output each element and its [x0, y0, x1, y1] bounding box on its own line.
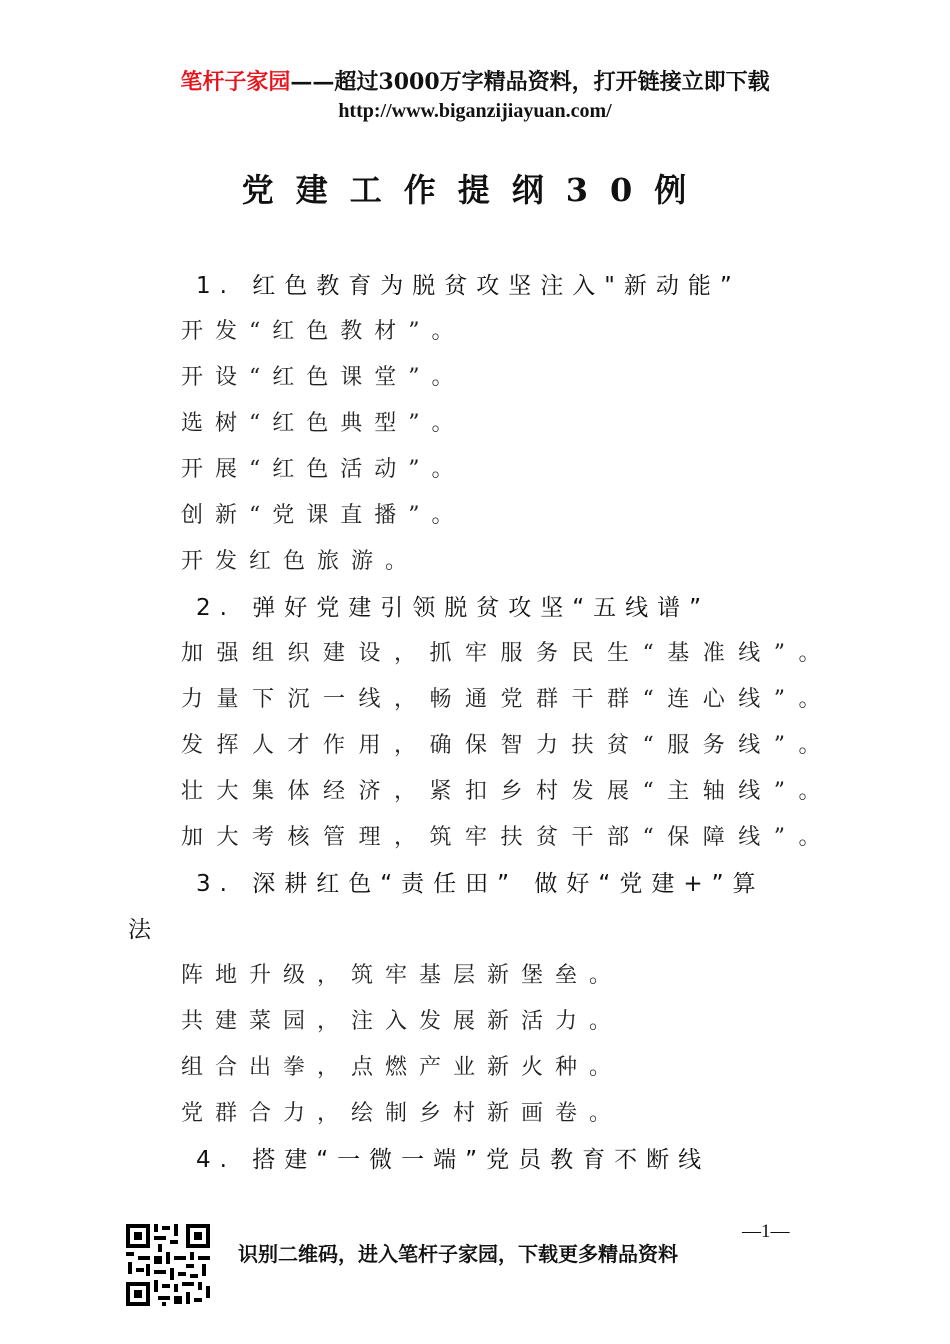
list-item: 党群合力，绘制乡村新画卷。: [181, 1101, 624, 1126]
list-item: 开发“红色教材”。: [181, 319, 466, 344]
section-heading-3-continued: 法: [128, 917, 160, 943]
section-heading-3: 3. 深耕红色“责任田” 做好“党建+”算: [196, 871, 765, 897]
section-heading-4: 4. 搭建“一微一端”党员教育不断线: [196, 1147, 711, 1173]
document-title: 党建工作提纲30例: [241, 171, 709, 209]
list-item: 选树“红色典型”。: [181, 411, 466, 436]
list-item: 力量下沉一线，畅通党群干群“连心线”。: [181, 687, 834, 712]
brand-name: 笔杆子家园: [180, 69, 291, 95]
header-tagline: ——超过3000万字精品资料，打开链接立即下载: [290, 69, 770, 95]
list-item: 加大考核管理，筑牢扶贫干部“保障线”。: [181, 825, 834, 850]
list-item: 开设“红色课堂”。: [181, 365, 466, 390]
list-item: 阵地升级，筑牢基层新堡垒。: [181, 963, 624, 988]
list-item: 创新“党课直播”。: [181, 503, 466, 528]
list-item: 壮大集体经济，紧扣乡村发展“主轴线”。: [181, 779, 834, 804]
list-item: 共建菜园，注入发展新活力。: [181, 1009, 624, 1034]
list-item: 发挥人才作用，确保智力扶贫“服务线”。: [181, 733, 834, 758]
qr-code-icon[interactable]: [124, 1222, 212, 1308]
list-item: 开展“红色活动”。: [181, 457, 466, 482]
list-item: 组合出拳，点燃产业新火种。: [181, 1055, 624, 1080]
header-banner: [0, 66, 950, 98]
section-heading-2: 2. 弹好党建引领脱贫攻坚“五线谱”: [196, 595, 711, 621]
page-number: —1—: [742, 1221, 790, 1242]
list-item: 开发红色旅游。: [181, 549, 420, 574]
header-url[interactable]: http://www.biganzijiayuan.com/: [338, 100, 612, 122]
section-heading-1: 1. 红色教育为脱贫攻坚注入"新动能”: [196, 273, 741, 299]
list-item: 加强组织建设，抓牢服务民生“基准线”。: [181, 641, 834, 666]
qr-caption: 识别二维码，进入笔杆子家园，下载更多精品资料: [238, 1242, 678, 1266]
